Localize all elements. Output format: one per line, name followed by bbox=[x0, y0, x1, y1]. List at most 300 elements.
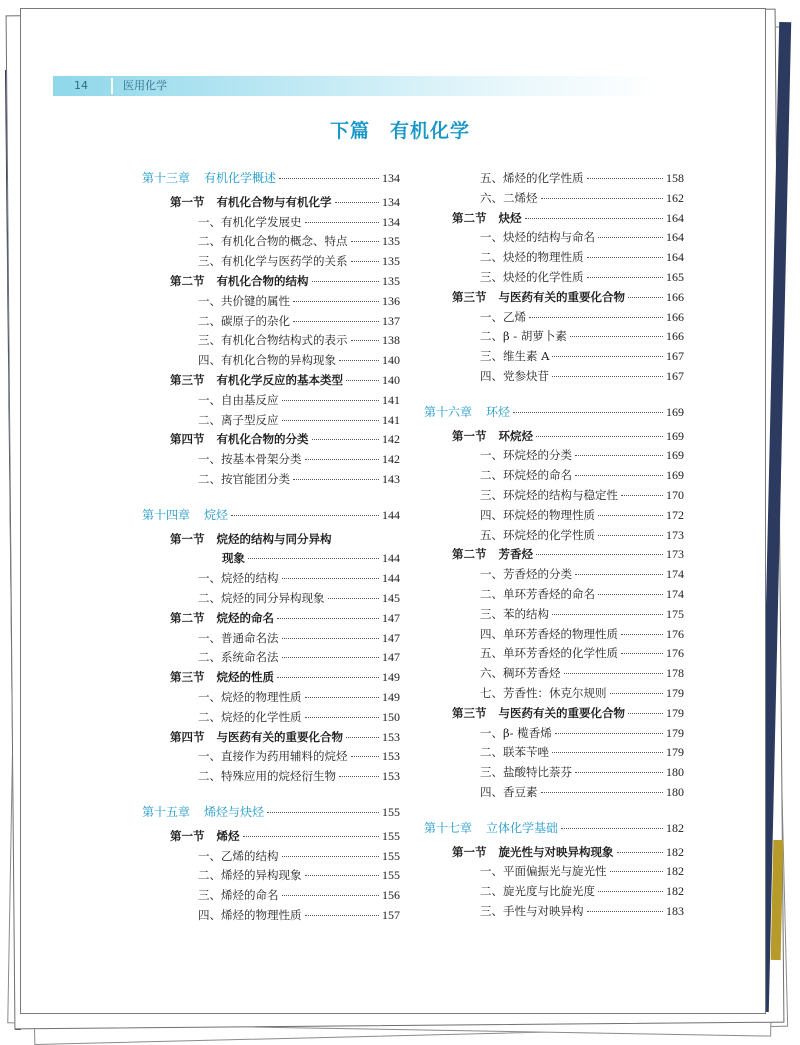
toc-leader-dots bbox=[529, 317, 663, 318]
toc-entry-label bbox=[480, 507, 595, 523]
toc-item-entry[interactable] bbox=[480, 467, 684, 483]
toc-leader-dots bbox=[267, 812, 379, 813]
toc-leader-dots bbox=[293, 301, 379, 302]
toc-entry-label bbox=[198, 293, 290, 309]
toc-entry-title: 一、乙烯 bbox=[480, 309, 526, 324]
toc-leader-dots bbox=[305, 915, 380, 916]
toc-item-entry[interactable] bbox=[198, 293, 400, 309]
toc-leader-dots bbox=[335, 202, 380, 203]
toc-entry-title: 四、党参炔苷 bbox=[480, 369, 549, 383]
toc-section-continuation[interactable] bbox=[222, 550, 400, 566]
toc-entry-label bbox=[452, 844, 614, 860]
toc-leader-dots bbox=[610, 871, 664, 872]
toc-item-entry[interactable] bbox=[480, 863, 684, 879]
toc-entry-title: 三、手性与对映异构 bbox=[480, 904, 584, 918]
toc-page-number: 141 bbox=[382, 412, 400, 427]
toc-page-number: 164 bbox=[666, 210, 684, 225]
toc-item-entry[interactable] bbox=[480, 368, 684, 384]
toc-entry-title: 炔烃 bbox=[498, 210, 522, 225]
toc-leader-dots bbox=[277, 677, 379, 678]
toc-item-entry[interactable] bbox=[480, 229, 684, 245]
toc-item-entry[interactable] bbox=[198, 214, 400, 230]
toc-entry-title: 二、旋光度与比旋光度 bbox=[480, 884, 595, 899]
toc-leader-dots bbox=[513, 412, 663, 413]
toc-entry-title: 有机化合物与有机化学 bbox=[216, 194, 332, 209]
toc-entry-label bbox=[480, 665, 561, 681]
toc-item-entry[interactable] bbox=[198, 313, 400, 329]
toc-entry-title: 一、平面偏振光与旋光性 bbox=[480, 864, 607, 879]
toc-page-number: 179 bbox=[666, 686, 684, 700]
toc-entry-label bbox=[452, 428, 533, 444]
toc-entry-label bbox=[198, 768, 336, 784]
toc-entry-number: 第三节 bbox=[452, 705, 487, 720]
toc-entry-title: 一、乙烯的结构 bbox=[198, 848, 279, 863]
toc-entry-title: 一、自由基反应 bbox=[198, 392, 279, 407]
toc-page-number: 134 bbox=[382, 214, 400, 229]
toc-entry-label bbox=[170, 729, 343, 745]
toc-section-entry[interactable] bbox=[170, 729, 400, 745]
toc-entry-label bbox=[480, 903, 584, 919]
toc-page-number: 166 bbox=[666, 289, 684, 304]
toc-entry-label bbox=[198, 451, 302, 467]
toc-item-entry[interactable] bbox=[480, 606, 684, 622]
toc-entry-title: 三、苯的结构 bbox=[480, 606, 549, 621]
toc-entry-title: 旋光性与对映异构现象 bbox=[498, 844, 614, 859]
toc-page-number: 170 bbox=[666, 488, 684, 502]
toc-entry-label bbox=[198, 332, 348, 348]
toc-entry-label bbox=[198, 352, 336, 368]
toc-item-entry[interactable] bbox=[480, 665, 684, 681]
toc-entry-label bbox=[480, 527, 595, 543]
toc-entry-label bbox=[198, 689, 302, 705]
toc-page-number: 169 bbox=[666, 448, 684, 463]
toc-page-number: 155 bbox=[382, 848, 400, 863]
toc-item-entry[interactable] bbox=[198, 332, 400, 348]
toc-item-entry[interactable] bbox=[480, 447, 684, 463]
toc-item-entry[interactable] bbox=[480, 348, 684, 364]
toc-leader-dots bbox=[598, 237, 663, 238]
toc-item-entry[interactable] bbox=[198, 412, 400, 428]
toc-page-number: 172 bbox=[666, 507, 684, 522]
toc-entry-label bbox=[198, 867, 302, 883]
toc-section-entry[interactable] bbox=[170, 372, 400, 388]
toc-item-entry[interactable] bbox=[198, 253, 400, 269]
toc-leader-dots bbox=[536, 436, 663, 437]
toc-entry-title: 七、芳香性：休克尔规则 bbox=[480, 686, 607, 700]
toc-page-number: 182 bbox=[666, 884, 684, 899]
toc-page-number: 137 bbox=[382, 313, 400, 328]
toc-entry-number: 第一节 bbox=[170, 828, 205, 843]
toc-entry-label bbox=[198, 233, 348, 249]
toc-entry-title: 立体化学基础 bbox=[486, 820, 559, 835]
toc-entry-title: 三、环烷烃的结构与稳定性 bbox=[480, 488, 618, 502]
toc-entry-label bbox=[480, 883, 595, 899]
toc-item-entry[interactable] bbox=[480, 507, 684, 523]
toc-page-number: 183 bbox=[666, 904, 684, 918]
toc-page-number: 147 bbox=[382, 610, 400, 625]
toc-item-entry[interactable] bbox=[198, 471, 400, 487]
toc-item-entry[interactable] bbox=[480, 249, 684, 265]
toc-leader-dots bbox=[248, 558, 379, 559]
toc-page-number: 176 bbox=[666, 646, 684, 661]
toc-entry-label bbox=[480, 309, 526, 325]
toc-entry-title: 三、盐酸特比萘芬 bbox=[480, 765, 572, 780]
toc-leader-dots bbox=[621, 634, 663, 635]
toc-leader-dots bbox=[305, 697, 380, 698]
toc-page-number: 178 bbox=[666, 666, 684, 681]
toc-item-entry[interactable] bbox=[198, 233, 400, 249]
toc-item-entry[interactable] bbox=[198, 907, 400, 923]
toc-item-entry[interactable] bbox=[480, 527, 684, 543]
toc-entry-label bbox=[198, 649, 279, 665]
toc-entry-label bbox=[480, 487, 618, 503]
header-page-number: 14 bbox=[74, 79, 88, 92]
toc-item-entry[interactable] bbox=[480, 764, 684, 780]
toc-entry-label bbox=[480, 606, 549, 622]
toc-leader-dots bbox=[351, 261, 380, 262]
toc-page-number: 175 bbox=[666, 606, 684, 621]
toc-page-number: 169 bbox=[666, 404, 684, 419]
toc-entry-number: 第三节 bbox=[170, 373, 205, 387]
toc-leader-dots bbox=[282, 856, 380, 857]
toc-leader-dots bbox=[541, 198, 664, 199]
toc-entry-label bbox=[480, 586, 595, 602]
toc-entry-title: 一、有机化学发展史 bbox=[198, 214, 302, 229]
toc-entry-label bbox=[480, 368, 549, 384]
toc-chapter-entry[interactable] bbox=[142, 170, 400, 186]
toc-item-entry[interactable] bbox=[198, 768, 400, 784]
toc-entry-title: 一、共价键的属性 bbox=[198, 293, 290, 308]
toc-leader-dots bbox=[598, 535, 663, 536]
toc-page-number: 153 bbox=[382, 769, 400, 784]
toc-item-entry[interactable] bbox=[480, 645, 684, 661]
toc-entry-label bbox=[170, 194, 332, 210]
toc-leader-dots bbox=[617, 852, 664, 853]
toc-item-entry[interactable] bbox=[480, 626, 684, 642]
toc-entry-title: 五、环烷烃的化学性质 bbox=[480, 527, 595, 542]
toc-item-entry[interactable] bbox=[480, 685, 684, 701]
toc-entry-title: 有机化学概述 bbox=[204, 171, 277, 185]
toc-leader-dots bbox=[552, 356, 663, 357]
toc-section-entry[interactable] bbox=[452, 289, 684, 305]
toc-leader-dots bbox=[305, 717, 380, 718]
toc-entry-number: 第十三章 bbox=[142, 171, 191, 185]
part-title: 下篇 有机化学 bbox=[329, 120, 470, 142]
toc-page-number: 155 bbox=[382, 868, 400, 883]
toc-entry-label bbox=[480, 626, 618, 642]
toc-section-entry[interactable] bbox=[170, 828, 400, 844]
toc-item-entry[interactable] bbox=[198, 709, 400, 725]
toc-entry-number: 第二节 bbox=[170, 610, 205, 625]
toc-page-number: 182 bbox=[666, 864, 684, 879]
toc-entry-number: 第十六章 bbox=[424, 404, 473, 419]
toc-item-entry[interactable] bbox=[198, 649, 400, 665]
toc-entry-title: 一、普通命名法 bbox=[198, 630, 279, 645]
toc-item-entry[interactable] bbox=[480, 566, 684, 582]
toc-entry-label bbox=[480, 784, 538, 800]
toc-page-number: 155 bbox=[382, 805, 400, 819]
toc-page-number: 135 bbox=[382, 234, 400, 249]
toc-leader-dots bbox=[351, 756, 380, 757]
toc-item-entry[interactable] bbox=[480, 269, 684, 285]
toc-entry-title: 四、单环芳香烃的物理性质 bbox=[480, 626, 618, 641]
toc-entry-label bbox=[480, 328, 567, 344]
toc-page-number: 165 bbox=[666, 270, 684, 284]
toc-entry-label bbox=[170, 828, 240, 844]
toc-page-number: 143 bbox=[382, 472, 400, 486]
header-book-title: 医用化学 bbox=[123, 79, 167, 92]
toc-page-number: 169 bbox=[666, 428, 684, 443]
toc-item-entry[interactable] bbox=[480, 586, 684, 602]
toc-entry-title: 一、按基本骨架分类 bbox=[198, 452, 302, 467]
toc-entry-label bbox=[142, 170, 276, 186]
toc-page-number: 153 bbox=[382, 729, 400, 744]
toc-item-entry[interactable] bbox=[480, 190, 684, 206]
toc-entry-title: 五、单环芳香烃的化学性质 bbox=[480, 646, 618, 661]
toc-item-entry[interactable] bbox=[198, 887, 400, 903]
toc-entry-label bbox=[480, 744, 549, 760]
toc-item-entry[interactable] bbox=[198, 590, 400, 606]
toc-entry-label bbox=[198, 253, 348, 269]
running-header bbox=[53, 76, 659, 96]
toc-leader-dots bbox=[339, 360, 379, 361]
toc-entry-title: 一、芳香烃的分类 bbox=[480, 567, 572, 582]
toc-entry-title: 二、β - 胡萝卜素 bbox=[480, 329, 567, 344]
toc-page-number: 149 bbox=[382, 670, 400, 685]
toc-leader-dots bbox=[351, 241, 380, 242]
toc-entry-label bbox=[198, 214, 302, 230]
toc-leader-dots bbox=[587, 178, 664, 179]
toc-item-entry[interactable] bbox=[198, 867, 400, 883]
toc-page-number: 180 bbox=[666, 785, 684, 799]
toc-leader-dots bbox=[293, 479, 379, 480]
toc-leader-dots bbox=[346, 380, 379, 381]
toc-entry-label bbox=[452, 210, 522, 226]
toc-entry-title: 三、有机化学与医药学的关系 bbox=[198, 254, 348, 269]
toc-section-entry[interactable] bbox=[452, 705, 684, 721]
toc-leader-dots bbox=[339, 776, 379, 777]
toc-entry-label bbox=[480, 645, 618, 661]
toc-page-number: 182 bbox=[666, 820, 684, 835]
toc-leader-dots bbox=[282, 657, 380, 658]
toc-entry-title: 与医药有关的重要化合物 bbox=[216, 729, 343, 744]
toc-entry-title: 芳香烃 bbox=[498, 547, 533, 562]
toc-entry-title: 烷烃的结构与同分异构 bbox=[216, 531, 332, 546]
toc-leader-dots bbox=[628, 297, 663, 298]
toc-section-entry[interactable] bbox=[452, 210, 684, 226]
toc-leader-dots bbox=[346, 737, 379, 738]
toc-item-entry[interactable] bbox=[480, 487, 684, 503]
toc-leader-dots bbox=[610, 693, 664, 694]
toc-item-entry[interactable] bbox=[198, 352, 400, 368]
toc-page-number: 176 bbox=[666, 626, 684, 641]
toc-entry-title: 有机化合物的分类 bbox=[216, 432, 309, 447]
toc-entry-label bbox=[198, 412, 279, 428]
toc-leader-dots bbox=[587, 277, 664, 278]
toc-section-entry[interactable] bbox=[170, 669, 400, 685]
toc-entry-number: 第一节 bbox=[452, 428, 487, 443]
toc-entry-label bbox=[170, 531, 332, 547]
toc-item-entry[interactable] bbox=[198, 630, 400, 646]
toc-leader-dots bbox=[575, 455, 663, 456]
toc-entry-label bbox=[480, 348, 549, 364]
toc-entry-title: 二、有机化合物的概念、特点 bbox=[198, 234, 348, 249]
toc-entry-title: 五、烯烃的化学性质 bbox=[480, 171, 584, 185]
toc-entry-title: 四、香豆素 bbox=[480, 785, 538, 799]
toc-entry-title: 烷烃 bbox=[204, 507, 229, 522]
toc-item-entry[interactable] bbox=[198, 570, 400, 586]
toc-chapter-entry[interactable] bbox=[142, 507, 400, 523]
toc-entry-label bbox=[452, 705, 625, 721]
toc-entry-label bbox=[480, 190, 538, 206]
toc-entry-label bbox=[480, 467, 572, 483]
toc-page-number: 173 bbox=[666, 527, 684, 542]
header-divider bbox=[111, 78, 113, 94]
toc-page-number: 155 bbox=[382, 828, 400, 843]
toc-item-entry[interactable] bbox=[480, 903, 684, 919]
toc-leader-dots bbox=[598, 891, 663, 892]
toc-entry-title: 一、环烷烃的分类 bbox=[480, 448, 572, 463]
toc-chapter-entry[interactable] bbox=[424, 404, 684, 420]
toc-item-entry[interactable] bbox=[198, 451, 400, 467]
toc-entry-label bbox=[170, 669, 274, 685]
toc-entry-number: 第三节 bbox=[170, 670, 205, 685]
toc-entry-label bbox=[452, 546, 533, 562]
toc-page-number: 142 bbox=[382, 452, 400, 467]
toc-page-number: 142 bbox=[382, 432, 400, 447]
toc-section-entry[interactable] bbox=[170, 610, 400, 626]
toc-section-entry[interactable] bbox=[170, 531, 400, 547]
toc-leader-dots bbox=[279, 178, 379, 179]
toc-section-entry[interactable] bbox=[170, 273, 400, 289]
toc-leader-dots bbox=[564, 673, 664, 674]
toc-leader-dots bbox=[621, 653, 663, 654]
toc-leader-dots bbox=[561, 828, 663, 829]
toc-entry-number: 第一节 bbox=[452, 844, 487, 859]
toc-entry-number: 第十七章 bbox=[424, 820, 473, 835]
toc-entry-label bbox=[480, 725, 552, 741]
toc-leader-dots bbox=[587, 911, 664, 912]
toc-page-number: 167 bbox=[666, 349, 684, 364]
toc-leader-dots bbox=[575, 475, 663, 476]
toc-leader-dots bbox=[587, 257, 664, 258]
toc-entry-label bbox=[480, 229, 595, 245]
toc-entry-label bbox=[424, 404, 510, 420]
toc-entry-title: 二、系统命名法 bbox=[198, 650, 279, 665]
toc-entry-label bbox=[480, 566, 572, 582]
toc-page-number: 135 bbox=[382, 254, 400, 269]
toc-item-entry[interactable] bbox=[480, 784, 684, 800]
toc-item-entry[interactable] bbox=[480, 744, 684, 760]
toc-chapter-entry[interactable] bbox=[424, 820, 684, 836]
toc-chapter-entry[interactable] bbox=[142, 804, 400, 820]
toc-section-entry[interactable] bbox=[452, 546, 684, 562]
toc-item-entry[interactable] bbox=[198, 848, 400, 864]
toc-entry-title: 三、有机化合物结构式的表示 bbox=[198, 333, 348, 348]
toc-page-number: 149 bbox=[382, 690, 400, 704]
toc-leader-dots bbox=[328, 598, 380, 599]
toc-item-entry[interactable] bbox=[480, 328, 684, 344]
toc-page-number: 179 bbox=[666, 725, 684, 740]
toc-entry-label bbox=[198, 590, 325, 606]
toc-item-entry[interactable] bbox=[480, 883, 684, 899]
toc-page-number: 164 bbox=[666, 250, 684, 265]
toc-page-number: 157 bbox=[382, 908, 400, 922]
toc-leader-dots bbox=[305, 459, 380, 460]
toc-leader-dots bbox=[293, 321, 379, 322]
toc-section-entry[interactable] bbox=[170, 431, 400, 447]
toc-entry-title: 一、烷烃的物理性质 bbox=[198, 690, 302, 704]
toc-page-number: 138 bbox=[382, 333, 400, 348]
toc-page-number: 179 bbox=[666, 745, 684, 760]
toc-page-number: 162 bbox=[666, 190, 684, 205]
toc-entry-number: 第二节 bbox=[452, 547, 487, 562]
toc-entry-number: 第十五章 bbox=[142, 805, 191, 819]
toc-entry-title: 四、环烷烃的物理性质 bbox=[480, 507, 595, 522]
toc-leader-dots bbox=[282, 895, 380, 896]
toc-entry-title: 三、维生素 A bbox=[480, 349, 550, 364]
toc-entry-label bbox=[198, 887, 279, 903]
toc-page-number: 179 bbox=[666, 705, 684, 720]
toc-entry-title: 烷烃的性质 bbox=[216, 670, 274, 685]
toc-leader-dots bbox=[282, 400, 380, 401]
toc-page-number: 144 bbox=[382, 551, 400, 566]
toc-entry-label bbox=[480, 249, 584, 265]
toc-page-number: 141 bbox=[382, 392, 400, 407]
toc-leader-dots bbox=[552, 752, 663, 753]
toc-page-number: 134 bbox=[382, 171, 400, 185]
toc-entry-number: 第一节 bbox=[170, 194, 205, 209]
toc-section-entry[interactable] bbox=[170, 194, 400, 210]
toc-entry-title: 四、有机化合物的异构现象 bbox=[198, 353, 336, 368]
toc-leader-dots bbox=[575, 574, 663, 575]
toc-leader-dots bbox=[555, 733, 663, 734]
toc-entry-number: 第二节 bbox=[452, 210, 487, 225]
toc-item-entry[interactable] bbox=[480, 170, 684, 186]
toc-entry-label bbox=[170, 273, 309, 289]
toc-entry-title: 二、碳原子的杂化 bbox=[198, 313, 290, 328]
toc-item-entry[interactable] bbox=[480, 725, 684, 741]
toc-leader-dots bbox=[282, 420, 380, 421]
toc-entry-title: 二、按官能团分类 bbox=[198, 472, 290, 486]
toc-item-entry[interactable] bbox=[198, 689, 400, 705]
toc-leader-dots bbox=[277, 618, 379, 619]
toc-entry-label bbox=[480, 269, 584, 285]
toc-leader-dots bbox=[312, 281, 380, 282]
toc-item-entry[interactable] bbox=[198, 392, 400, 408]
toc-leader-dots bbox=[628, 713, 663, 714]
toc-entry-title: 三、烯烃的命名 bbox=[198, 888, 279, 903]
toc-item-entry[interactable] bbox=[198, 748, 400, 764]
toc-entry-number: 第一节 bbox=[170, 531, 205, 546]
toc-section-entry[interactable] bbox=[452, 844, 684, 860]
toc-leader-dots bbox=[305, 222, 380, 223]
toc-leader-dots bbox=[305, 875, 380, 876]
toc-entry-label bbox=[170, 431, 309, 447]
toc-item-entry[interactable] bbox=[480, 309, 684, 325]
toc-page-number: 136 bbox=[382, 293, 400, 308]
toc-entry-label bbox=[198, 848, 279, 864]
toc-entry-label bbox=[424, 820, 558, 836]
toc-entry-title: 六、二烯烃 bbox=[480, 190, 538, 205]
toc-entry-title: 一、直接作为药用辅料的烷烃 bbox=[198, 749, 348, 764]
toc-leader-dots bbox=[282, 638, 380, 639]
toc-section-entry[interactable] bbox=[452, 428, 684, 444]
toc-entry-title: 二、环烷烃的命名 bbox=[480, 468, 572, 483]
toc-page-number: 164 bbox=[666, 230, 684, 245]
toc-page-number: 153 bbox=[382, 749, 400, 764]
toc-entry-number: 第四节 bbox=[170, 729, 205, 744]
